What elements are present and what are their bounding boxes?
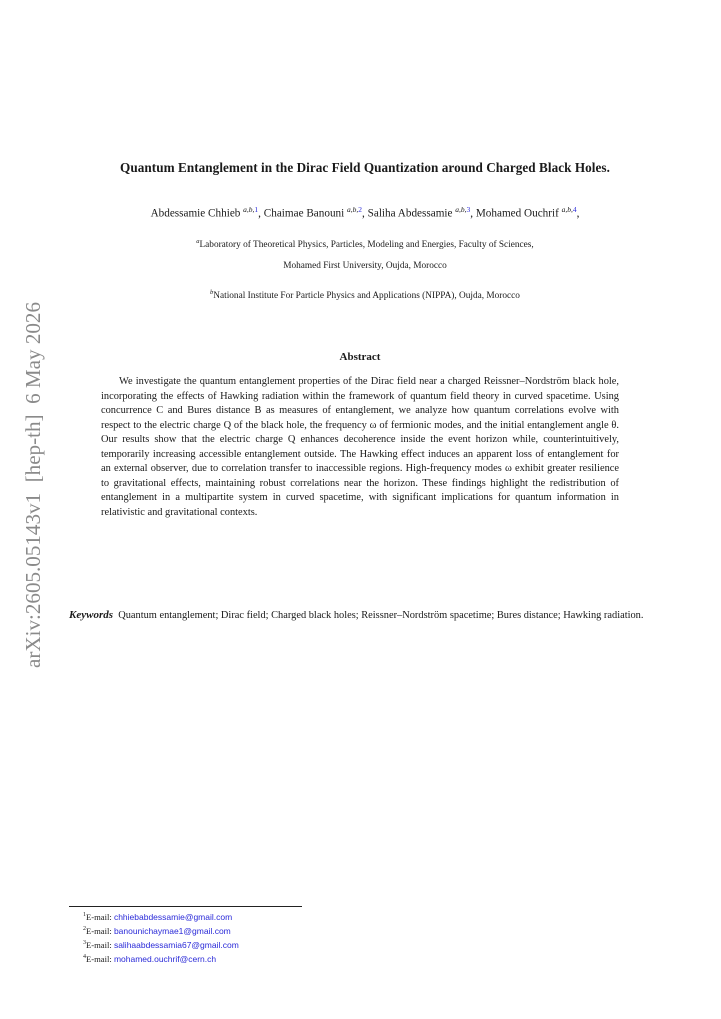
keywords-section (69, 605, 652, 626)
paper-title: Quantum Entanglement in the Dirac Field Quantization around Charged Black Holes. (120, 160, 610, 175)
author-footnote-link[interactable]: 1 (254, 205, 259, 214)
abstract-text: We investigate the quantum entanglement properties of the Dirac field near a charged Reissner–Nordström black hole, incorporating the effects of Hawking radiation within the framework of quantum field theory in curved spacetime. Using concurrence C and Bures distance B as measures of entanglement, we analyze how quantum correlations evolve with respect to the electric charge Q of the black hole, the frequency ω of fermionic modes, and the initial entanglement angle θ. Our results show that the electric charge Q enhances decoherence inside the event horizon while, counterintuitively, temporarily increasing accessible entanglement outside. The Hawking effect induces an apparent loss of entanglement for an external observer, due to correlation transfer to inaccessible regions. High-frequency modes ω exhibit greater resilience to gravitational effects, maintaining robust correlations near the horizon. These findings highlight the redistribution of entanglement in a multipartite system in curved spacetime, with significant implications for quantum information in relativistic and gravitational contexts. (101, 376, 619, 518)
author-name: Saliha Abdessamie (367, 207, 453, 220)
affiliation-a-line2: Mohamed First University, Oujda, Morocco (283, 261, 447, 271)
author-affil-mark: a,b (347, 205, 357, 214)
author-footnote-link[interactable]: 3 (466, 205, 471, 214)
email-link[interactable]: salihaabdessamia67@gmail.com (113, 939, 239, 950)
author-affil-mark: a,b (243, 205, 253, 214)
footnote-item: $^3$E-mail: salihaabdessamia67@gmail.com (83, 939, 239, 950)
author-name: Chaimae Banouni (263, 207, 345, 220)
author-affil-mark: a,b (561, 205, 571, 214)
arxiv-stamp-text: arXiv:2605.05143v1 [hep-th] 6 May 2026 (21, 300, 45, 668)
keywords-label: Keywords (69, 609, 113, 621)
affiliation-b: $^b$National Institute For Particle Physics and Applications (NIPPA), Oujda, Morocco (210, 289, 520, 302)
footnote-divider (69, 906, 302, 907)
arxiv-identifier-stamp (8, 300, 48, 672)
affiliation-mark: b (210, 289, 214, 296)
affiliation-a-line1: $^a$Laboratory of Theoretical Physics, Particles, Modeling and Energies, Faculty of Sciences, (196, 238, 534, 251)
footnote-item: $^1$E-mail: chhiebabdessamie@gmail.com (83, 911, 233, 922)
footnote-item: $^2$E-mail: banounichaymae1@gmail.com (83, 925, 231, 936)
author-affil-mark: a,b (455, 205, 465, 214)
footnotes (83, 909, 239, 965)
author-name: Mohamed Ouchrif (475, 207, 559, 220)
author-list: Abdessamie Chhieb $^{a,b,1}$, Chaimae Banouni $^{a,b,2}$, Saliha Abdessamie $^{a,b,3}$, Mohamed Ouchrif $^{a,b,4}$, (150, 205, 580, 220)
email-link[interactable]: banounichaymae1@gmail.com (113, 925, 231, 936)
abstract-heading: Abstract (339, 351, 381, 363)
email-link[interactable]: chhiebabdessamie@gmail.com (113, 911, 233, 922)
keywords-text: Quantum entanglement; Dirac field; Charged black holes; Reissner–Nordström spacetime; Bures distance; Hawking radiation. (118, 610, 644, 621)
footnote-item: $^4$E-mail: mohamed.ouchrif@cern.ch (83, 954, 217, 965)
author-footnote-link[interactable]: 2 (358, 205, 363, 214)
affiliation-mark: a (196, 238, 200, 245)
author-footnote-link[interactable]: 4 (572, 205, 577, 214)
email-link[interactable]: mohamed.ouchrif@cern.ch (113, 954, 217, 965)
author-name: Abdessamie Chhieb (150, 207, 241, 220)
